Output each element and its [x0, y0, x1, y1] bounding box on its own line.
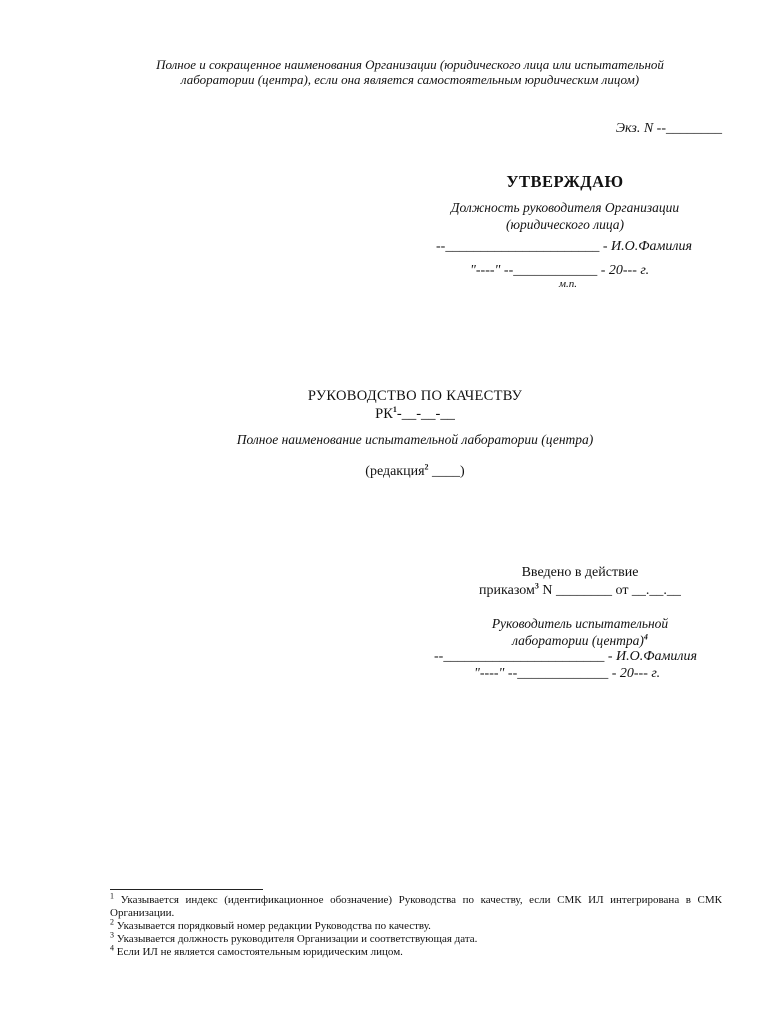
enactment-label: Введено в действие [521, 565, 639, 580]
copy-number: Экз. N --________ [615, 121, 722, 136]
edition-line [260, 464, 570, 480]
footnote-number: 2 [110, 917, 114, 927]
approval-signature-line: --______________________ - И.О.Фамилия [436, 239, 693, 254]
footnotes [110, 891, 722, 959]
document-title: РУКОВОДСТВО ПО КАЧЕСТВУ [307, 388, 523, 404]
edition-value: ____) [428, 464, 465, 479]
stamp-label: м.п. [558, 278, 578, 290]
laboratory-name: Полное наименование испытательной лаборатории (центра) [236, 432, 594, 447]
footnote-separator [110, 889, 263, 890]
organization-header [100, 57, 720, 87]
approval-position-line: (юридического лица) [505, 217, 625, 232]
footnote [110, 891, 722, 920]
footnote-text: Указывается индекс (идентификационное обозначение) Руководства по качеству, если СМК ИЛ интегрирована в СМК Организации. [110, 894, 722, 919]
footnote [110, 917, 722, 933]
footnote-number: 1 [110, 891, 114, 901]
footnote-number: 3 [110, 930, 114, 940]
approval-position-line: Должность руководителя Организации [450, 200, 680, 215]
organization-header-line: лаборатории (центра), если она является самостоятельным юридическим лицом) [180, 72, 640, 87]
lab-head-signature-line: --_______________________ - И.О.Фамилия [434, 649, 698, 664]
order-label: приказом [479, 583, 535, 598]
document-code-prefix: РК [375, 406, 393, 422]
document-code-value: -__-__-__ [396, 406, 455, 422]
approval-title: УТВЕРЖДАЮ [506, 172, 624, 191]
lab-head-position-line: Руководитель испытательной [491, 616, 669, 631]
approval-date-line: "----" --____________ - 20--- г. [470, 263, 650, 278]
footnote-text: Указывается должность руководителя Организации и соответствующая дата. [114, 933, 478, 945]
lab-head-position-line [430, 632, 730, 649]
footnote-number: 4 [110, 943, 114, 953]
footnote-ref-2: 2 [424, 462, 429, 472]
approval-position [400, 199, 730, 233]
footnote-ref-1: 1 [392, 405, 397, 415]
footnote [110, 943, 722, 959]
organization-header-line: Полное и сокращенное наименования Организации (юридического лица или испытательной [156, 57, 664, 72]
enactment-order-line [430, 582, 730, 600]
edition-label: (редакция [365, 464, 425, 479]
lab-head-date-line: "----" --_____________ - 20--- г. [474, 666, 661, 681]
footnote-text: Указывается порядковый номер редакции Руководства по качеству. [114, 920, 431, 932]
document-code [200, 406, 630, 423]
footnote-text: Если ИЛ не является самостоятельным юридическим лицом. [114, 946, 403, 958]
lab-head-position [430, 615, 730, 649]
order-number-date: N ________ от __.__.__ [538, 583, 681, 598]
footnote-ref-3: 3 [534, 581, 539, 591]
footnote-ref-4: 4 [643, 632, 648, 642]
footnote [110, 930, 722, 946]
enactment-block [430, 564, 730, 600]
lab-head-position-text: лаборатории (центра) [512, 633, 644, 648]
